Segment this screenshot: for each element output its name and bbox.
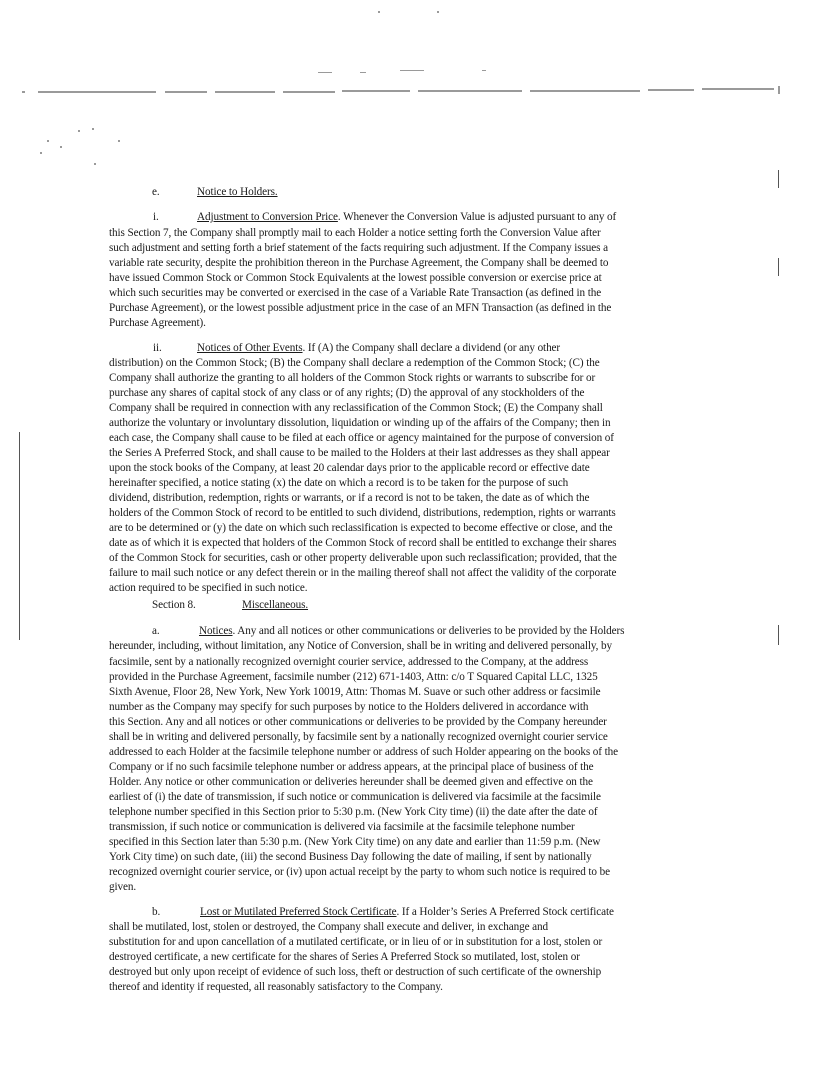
item-i-line: this Section 7, the Company shall promptly mail to each Holder a notice setting forth the Conversion Value after	[109, 227, 601, 239]
item-ii-line: holders of the Common Stock of record to be entitled to such dividend, distributions, redemption, rights or warrants	[109, 507, 616, 519]
item-i-line: which such securities may be converted or exercised in the case of a Variable Rate Transaction (as defined in the	[109, 287, 602, 299]
section-b-first-line	[200, 905, 614, 919]
item-ii-line: action required to be specified in such notice.	[109, 582, 308, 594]
section-b-line: destroyed certificate, a new certificate for the shares of Series A Preferred Stock so mutilated, lost, stolen or	[109, 951, 580, 963]
section-a-line: specified in this Section later than 5:30 p.m. (New York City time) on any date and earlier than 11:59 p.m. (New	[109, 836, 601, 848]
section-a-first-line	[199, 624, 624, 638]
item-ii-line: each case, the Company shall cause to be filed at each office or agency maintained for the purpose of conversion of	[109, 432, 614, 444]
item-i-line: such adjustment and setting forth a brief statement of the facts requiring such adjustment. If the Company issues a	[109, 242, 608, 254]
item-ii-line: Company shall be required in connection with any reclassification of the Common Stock; (E) the Company shall	[109, 402, 603, 414]
section-a-line: Company or if no such facsimile telephone number or address appears, at the principal place of business of the	[109, 761, 594, 773]
section-b-line: . If a Holder’s Series A Preferred Stock certificate	[396, 906, 614, 918]
item-ii-line: the Series A Preferred Stock, and shall cause to be mailed to the Holders at their last addresses as they shall appear	[109, 447, 610, 459]
item-ii-line: are to be determined or (y) the date on which such reclassification is expected to become effective or close, and the	[109, 522, 613, 534]
item-ii-line: failure to mail such notice or any defect therein or in the mailing thereof shall not affect the validity of the corporate	[109, 567, 617, 579]
item-ii-line: date as of which it is expected that holders of the Common Stock of record shall be entitled to exchange their shares	[109, 537, 617, 549]
section-a-line: facsimile, sent by a nationally recognized overnight courier service, addressed to the Company, at the address	[109, 656, 589, 668]
section-a-line: earliest of (i) the date of transmission, if such notice or communication is delivered via facsimile at the facsimile	[109, 791, 601, 803]
item-i-line: Purchase Agreement).	[109, 317, 206, 329]
section-a-line: Sixth Avenue, Floor 28, New York, New York 10019, Attn: Thomas M. Suave or such other address or facsimile	[109, 686, 601, 698]
item-i-line: have issued Common Stock or Common Stock Equivalents at the lowest possible conversion or exercise price at	[109, 272, 602, 284]
section-a-label: a.	[152, 625, 160, 637]
section-a-line: given.	[109, 881, 137, 893]
item-ii-label: ii.	[153, 342, 162, 354]
section-a-line: addressed to each Holder at the facsimile telephone number or address of such Holder appearing on the books of the	[109, 746, 618, 758]
item-ii-first-line	[197, 341, 560, 355]
item-ii-line: . If (A) the Company shall declare a dividend (or any other	[302, 342, 561, 354]
item-ii-line: distribution) on the Common Stock; (B) the Company shall declare a redemption of the Common Stock; (C) the	[109, 357, 600, 369]
section-a-line: York City time) on such date, (iii) the second Business Day following the date of mailing, if sent by nationally	[109, 851, 592, 863]
section-a-line: . Any and all notices or other communications or deliveries to be provided by the Holders	[232, 625, 625, 637]
item-ii-heading: Notices of Other Events	[197, 342, 303, 354]
item-ii-line: Company shall authorize the granting to all holders of the Common Stock rights or warrants to subscribe for or	[109, 372, 596, 384]
item-i-first-line	[197, 210, 616, 224]
section-8-heading: Miscellaneous.	[242, 599, 309, 611]
section-b-line: shall be mutilated, lost, stolen or destroyed, the Company shall execute and deliver, in exchange and	[109, 921, 549, 933]
section-a-line: transmission, if such notice or communication is delivered via facsimile at the facsimile telephone number	[109, 821, 575, 833]
section-e-heading: Notice to Holders.	[197, 186, 278, 198]
item-i-line: variable rate security, despite the prohibition thereon in the Purchase Agreement, the Company shall be deemed to	[109, 257, 609, 269]
item-i-heading: Adjustment to Conversion Price	[197, 211, 338, 223]
section-a-line: this Section. Any and all notices or other communications or deliveries to be provided by the Company hereunder	[109, 716, 607, 728]
section-a-line: hereunder, including, without limitation, any Notice of Conversion, shall be in writing and delivered personally, by	[109, 640, 612, 652]
item-ii-line: of the Common Stock for securities, cash or other property deliverable upon such reclassification; provided, that the	[109, 552, 617, 564]
section-a-line: recognized overnight courier service, or (iv) upon actual receipt by the party to whom such notice is required to be	[109, 866, 610, 878]
item-ii-line: dividend, distribution, redemption, rights or warrants, or if a record is not to be taken, the date as of which the	[109, 492, 590, 504]
section-a-line: number as the Company may specify for such purposes by notice to the Holders delivered in accordance with	[109, 701, 589, 713]
section-b-line: destroyed but only upon receipt of evidence of such loss, theft or destruction of such certificate of the ownership	[109, 966, 602, 978]
section-b-heading: Lost or Mutilated Preferred Stock Certificate	[200, 906, 397, 918]
item-ii-line: purchase any shares of capital stock of any class or of any rights; (D) the approval of any stockholders of the	[109, 387, 585, 399]
item-ii-line: hereinafter specified, a notice stating (x) the date on which a record is to be taken for the purpose of such	[109, 477, 569, 489]
section-8-label: Section 8.	[152, 599, 196, 611]
section-a-line: provided in the Purchase Agreement, facsimile number (212) 671-1403, Attn: c/o T Squared Capital LLC, 1325	[109, 671, 598, 683]
item-i-line: . Whenever the Conversion Value is adjusted pursuant to any of	[337, 211, 617, 223]
section-a-line: shall be in writing and delivered personally, by facsimile sent by a nationally recognized overnight courier service	[109, 731, 608, 743]
item-i-label: i.	[153, 211, 159, 223]
section-a-heading: Notices	[199, 625, 233, 637]
section-e-label: e.	[152, 186, 160, 198]
section-a-line: telephone number specified in this Section prior to 5:30 p.m. (New York City time) (ii) the date after the date of	[109, 806, 598, 818]
section-b-label: b.	[152, 906, 161, 918]
item-ii-line: upon the stock books of the Company, at least 20 calendar days prior to the applicable record or effective date	[109, 462, 590, 474]
section-a-line: Holder. Any notice or other communication or deliveries hereunder shall be deemed given and effective on the	[109, 776, 593, 788]
item-ii-line: authorize the voluntary or involuntary dissolution, liquidation or winding up of the affairs of the Company; then in	[109, 417, 611, 429]
section-b-line: thereof and identity if requested, all reasonably satisfactory to the Company.	[109, 981, 443, 993]
item-i-line: Purchase Agreement), or the lowest possible adjustment price in the case of an MFN Transaction (as defined in the	[109, 302, 612, 314]
section-b-line: substitution for and upon cancellation of a mutilated certificate, or in lieu of or in substitution for a lost, stolen or	[109, 936, 603, 948]
